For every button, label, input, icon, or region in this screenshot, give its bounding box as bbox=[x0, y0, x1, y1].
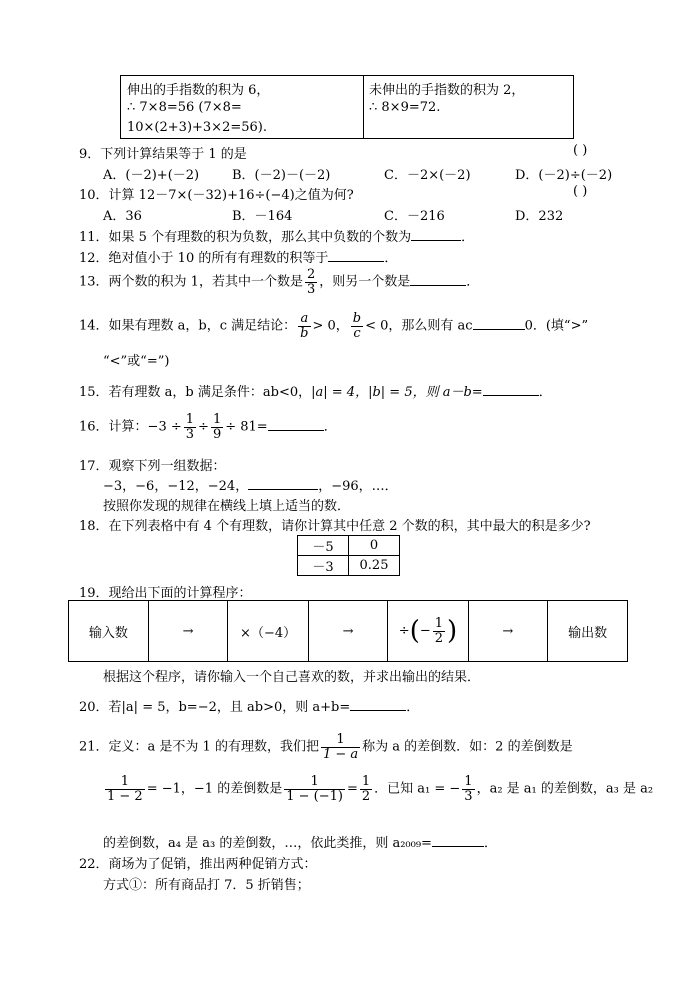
table-row bbox=[298, 536, 400, 556]
q15 bbox=[79, 381, 552, 400]
q16-blank[interactable] bbox=[268, 418, 324, 431]
q15-abs-a: |a| = 4， bbox=[311, 385, 369, 400]
q19-frac-num: 1 bbox=[434, 615, 444, 631]
q21-l2a: = −1，−1 的差倒数是 bbox=[146, 781, 283, 797]
q16-m2: ÷ bbox=[198, 419, 209, 435]
q21-fthird-num: 1 bbox=[464, 774, 473, 789]
table-row bbox=[69, 601, 628, 662]
q16-frac2-den: 9 bbox=[212, 426, 222, 442]
q16-end: ． bbox=[323, 419, 337, 435]
q21-f2-den: 1 − 2 bbox=[107, 788, 143, 804]
q14-fraction-b-c bbox=[351, 312, 363, 340]
q19-flow-input: 输入数 bbox=[69, 601, 149, 662]
q19-flow-divide bbox=[388, 601, 468, 662]
q14-blank[interactable] bbox=[473, 317, 525, 330]
q14-frac2-num: b bbox=[352, 311, 362, 326]
q14 bbox=[79, 312, 588, 340]
q11-blank[interactable] bbox=[411, 228, 461, 241]
q21-l2b: = bbox=[346, 781, 358, 797]
q21-blank[interactable] bbox=[432, 834, 484, 847]
q20 bbox=[79, 696, 419, 715]
q22-text: 22．商场为了促销，推出两种促销方式： bbox=[79, 857, 317, 872]
q19-minus: − bbox=[419, 623, 431, 639]
q18-cell: 0 bbox=[349, 536, 400, 556]
q21-fhalf-num: 1 bbox=[361, 774, 371, 789]
q19-divide-sign: ÷ bbox=[398, 623, 410, 639]
q13-post: ，则另一个数是 bbox=[319, 274, 411, 290]
q14-pre: 14．如果有理数 a，b，c 满足结论： bbox=[79, 318, 297, 334]
q16-frac2-num: 1 bbox=[212, 412, 222, 427]
q12-end: ． bbox=[384, 251, 398, 266]
q21-f2-num: 1 bbox=[105, 775, 145, 790]
q19-flow-table bbox=[68, 600, 628, 662]
q14-line-2: “<”或“=”) bbox=[103, 354, 170, 369]
table-divider bbox=[363, 76, 364, 138]
q10-text: 10．计算 12－7×(－32)+16÷(−4)之值为何? bbox=[79, 188, 354, 203]
q19-flow-arrow: → bbox=[308, 601, 388, 662]
q21-fneg1-den: 1 − (−1) bbox=[286, 788, 343, 804]
q15-blank[interactable] bbox=[483, 383, 539, 396]
q16-fraction-1-3 bbox=[184, 413, 196, 441]
q21-line-3 bbox=[103, 832, 497, 851]
q9-option-b: B．(－2)－(－2) bbox=[232, 168, 331, 183]
q13-pre: 13．两个数的积为 1，若其中一个数是 bbox=[79, 274, 303, 290]
q9-option-c: C．－2×(－2) bbox=[384, 168, 471, 183]
q17-text: 17．观察下列一组数据： bbox=[79, 459, 226, 474]
q13-fraction bbox=[305, 268, 317, 296]
q17-seq2: ，−96，…． bbox=[318, 479, 398, 494]
q21-fthird-den: 3 bbox=[464, 788, 473, 804]
q14-cond2: < 0，那么则有 ac bbox=[365, 318, 473, 334]
q19-text: 19．现给出下面的计算程序： bbox=[79, 586, 252, 601]
q21-line-2 bbox=[103, 775, 653, 803]
q21-l2f: ，a₂ 是 a₁ 的差倒数，a₃ 是 a₂ bbox=[476, 781, 654, 797]
top-table-left-line-1: 伸出的手指数的积为 6， bbox=[127, 83, 270, 98]
q19-note: 根据这个程序，请你输入一个自己喜欢的数，并求出输出的结果． bbox=[103, 670, 481, 685]
q20-end: ． bbox=[406, 700, 420, 715]
q15-abs-b: |b| = 5，则 a－b= bbox=[368, 385, 483, 400]
q21-frac-num: 1 bbox=[321, 733, 360, 748]
q21-l3: 的差倒数，a₄ 是 a₃ 的差倒数，…，依此类推，则 a₂₀₀₉= bbox=[103, 836, 432, 851]
q9-option-d: D．(－2)÷(－2) bbox=[515, 168, 613, 183]
q16-m3: ÷ 81= bbox=[225, 419, 268, 435]
q18-table bbox=[297, 535, 400, 576]
q21-end: ． bbox=[483, 836, 497, 851]
q11-end: ． bbox=[461, 230, 475, 245]
q13 bbox=[79, 268, 479, 296]
q9-text: 9．下列计算结果等于 1 的是 bbox=[79, 147, 247, 162]
q17-note: 按照你发现的规律在横线上填上适当的数． bbox=[103, 499, 351, 514]
q9-answer-paren: ( ) bbox=[573, 143, 588, 158]
top-table-right-line-2: ∴ 8×9=72. bbox=[369, 100, 441, 115]
q18-cell: 0.25 bbox=[349, 556, 400, 576]
q16-fraction-1-9 bbox=[211, 413, 223, 441]
q20-pre: 20．若 bbox=[79, 700, 122, 715]
q14-frac1-num: a bbox=[298, 312, 310, 327]
q21-line-1 bbox=[79, 733, 573, 761]
q19-flow-arrow: → bbox=[148, 601, 228, 662]
q15-end: ． bbox=[538, 385, 552, 400]
q10-option-b: B．－164 bbox=[232, 209, 293, 224]
q11-text: 11．如果 5 个有理数的积为负数，那么其中负数的个数为 bbox=[79, 230, 412, 245]
q19-flow-output: 输出数 bbox=[548, 601, 628, 662]
q19-fraction-1-2 bbox=[433, 617, 445, 645]
q19-frac-den: 2 bbox=[434, 630, 444, 646]
top-table-right-line-1: 未伸出的手指数的积为 2， bbox=[369, 83, 525, 98]
q21-fraction-third bbox=[462, 775, 474, 803]
top-table-left-line-3: 10×(2+3)+3×2=56). bbox=[127, 120, 267, 135]
q9-option-a: A．(－2)+(－2) bbox=[103, 168, 200, 183]
q21-fraction-neg1 bbox=[284, 775, 345, 803]
q10-option-a: A．36 bbox=[103, 209, 142, 224]
q18-cell: －5 bbox=[298, 536, 349, 556]
q13-frac-den: 3 bbox=[306, 281, 316, 297]
q21-l2d: ．已知 a₁ = − bbox=[374, 781, 461, 797]
q15-pre: 15．若有理数 a，b 满足条件：ab<0， bbox=[79, 385, 312, 400]
q21-fraction-2 bbox=[105, 775, 145, 803]
q10-option-d: D．232 bbox=[515, 209, 564, 224]
q18-cell: －3 bbox=[298, 556, 349, 576]
q13-end: ． bbox=[466, 274, 480, 290]
q21-fneg1-num: 1 bbox=[284, 775, 345, 790]
q10-option-c: C．－216 bbox=[384, 209, 445, 224]
q16-pre: 16．计算： bbox=[79, 419, 148, 435]
q12 bbox=[79, 247, 397, 266]
q17-sequence bbox=[103, 475, 398, 494]
q10-answer-paren: ( ) bbox=[573, 184, 588, 199]
top-table bbox=[120, 75, 574, 139]
q16-m1: −3 ÷ bbox=[147, 419, 182, 435]
q14-frac2-den: c bbox=[353, 325, 361, 341]
q14-cond1: > 0， bbox=[312, 318, 349, 334]
q19-flow-multiply: ×（−4） bbox=[228, 601, 308, 662]
q19-flow-arrow: → bbox=[468, 601, 548, 662]
q16 bbox=[79, 413, 337, 441]
q14-post: 0．(填“>” bbox=[524, 318, 589, 334]
q17-seq: −3，−6，−12，−24， bbox=[103, 479, 249, 494]
table-row bbox=[298, 556, 400, 576]
q12-blank[interactable] bbox=[328, 249, 384, 262]
q20-body: |a| = 5，b=−2，且 ab>0，则 a+b= bbox=[121, 700, 351, 715]
q21-pre: 21．定义：a 是不为 1 的有理数，我们把 bbox=[79, 739, 319, 755]
q14-frac1-den: b bbox=[300, 325, 309, 341]
q12-text: 12．绝对值小于 10 的所有有理数的积等于 bbox=[79, 251, 329, 266]
q18-text: 18．在下列表格中有 4 个有理数，请你计算其中任意 2 个数的积，其中最大的积是多少? bbox=[79, 519, 591, 534]
q21-post: 称为 a 的差倒数．如：2 的差倒数是 bbox=[362, 739, 573, 755]
q11 bbox=[79, 226, 474, 245]
q21-fraction-half bbox=[360, 775, 372, 803]
q13-frac-num: 2 bbox=[306, 267, 316, 282]
q21-fraction-def bbox=[321, 733, 360, 761]
q22-way-1: 方式①：所有商品打 7．5 折销售； bbox=[103, 878, 310, 893]
q20-blank[interactable] bbox=[350, 698, 406, 711]
q16-frac1-num: 1 bbox=[185, 412, 195, 427]
q16-frac1-den: 3 bbox=[185, 426, 195, 442]
top-table-left-line-2: ∴ 7×8=56 (7×8= bbox=[127, 100, 242, 115]
q21-frac-den: 1 − a bbox=[322, 746, 359, 762]
q17-blank[interactable] bbox=[248, 477, 318, 490]
q13-blank[interactable] bbox=[410, 273, 466, 286]
q14-fraction-a-b bbox=[298, 312, 310, 340]
q19-close-paren: ) bbox=[447, 616, 458, 646]
q19-open-paren: ( bbox=[409, 616, 420, 646]
q21-fhalf-den: 2 bbox=[361, 788, 371, 804]
